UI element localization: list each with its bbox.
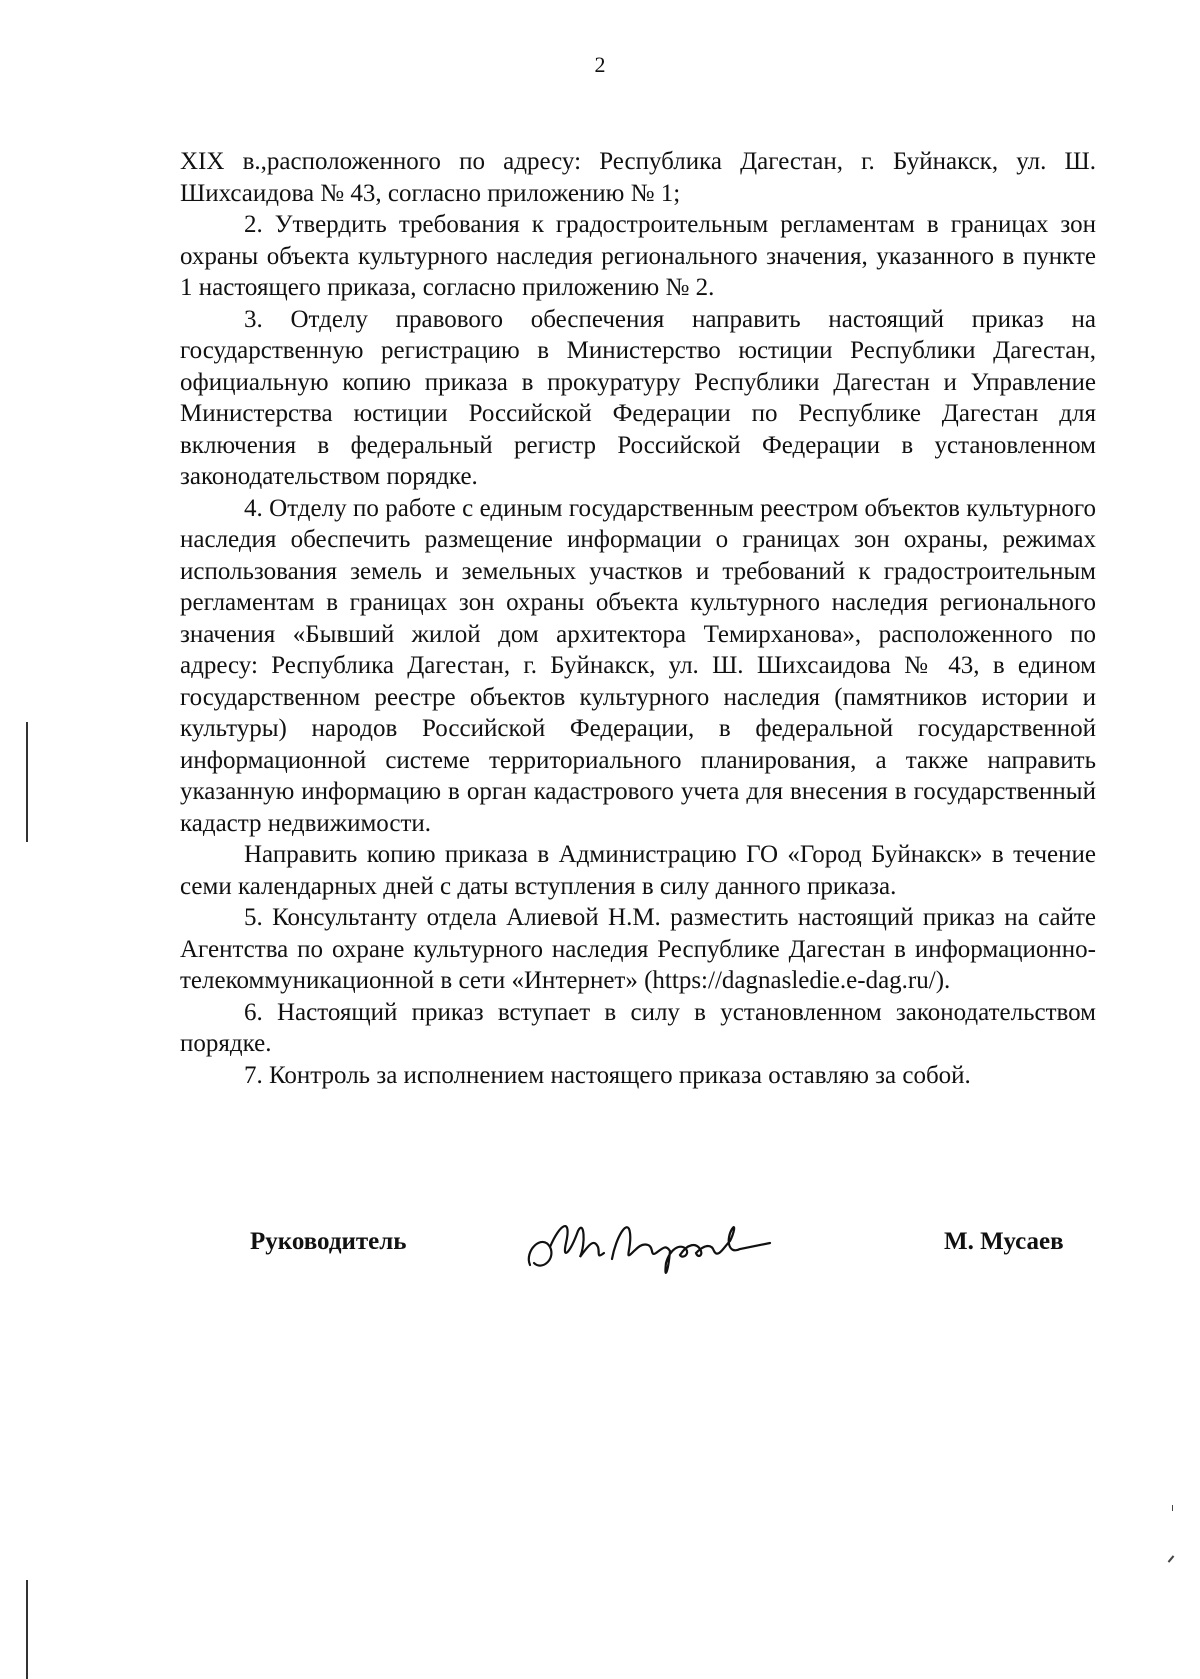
scan-speck: [1168, 1555, 1175, 1562]
paragraph-continuation: XIX в.,расположенного по адресу: Республика Дагестан, г. Буйнакск, ул. Ш. Шихсаидова № 43, согласно приложению № 1;: [180, 148, 1096, 207]
scan-edge-mark-upper: [26, 722, 28, 842]
paragraph-item-2: 2. Утвердить требования к градостроительным регламентам в границах зон охраны объекта культурного наследия регионального значения, указанного в пункте 1 настоящего приказа, согласно приложению № 2.: [180, 211, 1096, 301]
paragraph-item-7: 7. Контроль за исполнением настоящего приказа оставляю за собой.: [244, 1061, 971, 1089]
paragraph-item-6: 6. Настоящий приказ вступает в силу в установленном законодательством порядке.: [180, 998, 1096, 1057]
paragraph-item-3: 3. Отделу правового обеспечения направить настоящий приказ на государственную регистрацию в Министерство юстиции Республики Дагестан, официальную копию приказа в прокуратуру Республики Дагестан и Управление Министерства юстиции Российской Федерации по Республике Дагестан для включения в федеральный регистр Российской Федерации в установленном законодательством порядке.: [180, 305, 1096, 490]
paragraph-item-5: 5. Консультанту отдела Алиевой Н.М. разместить настоящий приказ на сайте Агентства по охране культурного наследия Республике Дагестан в информационно-телекоммуникационной в сети «Интернет» (https://dagnasledie.e-dag.ru/).: [180, 904, 1096, 994]
paragraph-copy-instruction: Направить копию приказа в Администрацию ГО «Город Буйнакск» в течение семи календарных дней с даты вступления в силу данного приказа.: [180, 841, 1096, 900]
document-body: [180, 146, 1096, 1091]
page-number: 2: [594, 52, 606, 77]
scan-edge-mark-lower: [26, 1580, 28, 1679]
signatory-position: Руководитель: [250, 1228, 407, 1255]
signatory-name: М. Мусаев: [944, 1228, 1064, 1255]
handwritten-signature: [520, 1203, 810, 1283]
paragraph-item-4: 4. Отделу по работе с единым государственным реестром объектов культурного наследия обеспечить размещение информации о границах зон охраны, режимах использования земель и земельных участков и требований к градостроительным регламентам в границах зон охраны объекта культурного наследия регионального значения «Бывший жилой дом архитектора Темирханова», расположенного по адресу: Республика Дагестан, г. Буйнакск, ул. Ш. Шихсаидова № 43, в едином государственном реестре объектов культурного наследия (памятников истории и культуры) народов Российской Федерации, в федеральной государственной информационной системе территориального планирования, а также направить указанную информацию в орган кадастрового учета для внесения в государственный кадастр недвижимости.: [180, 494, 1096, 837]
signature-block: [0, 1205, 1200, 1295]
scan-speck: [1172, 1505, 1173, 1511]
